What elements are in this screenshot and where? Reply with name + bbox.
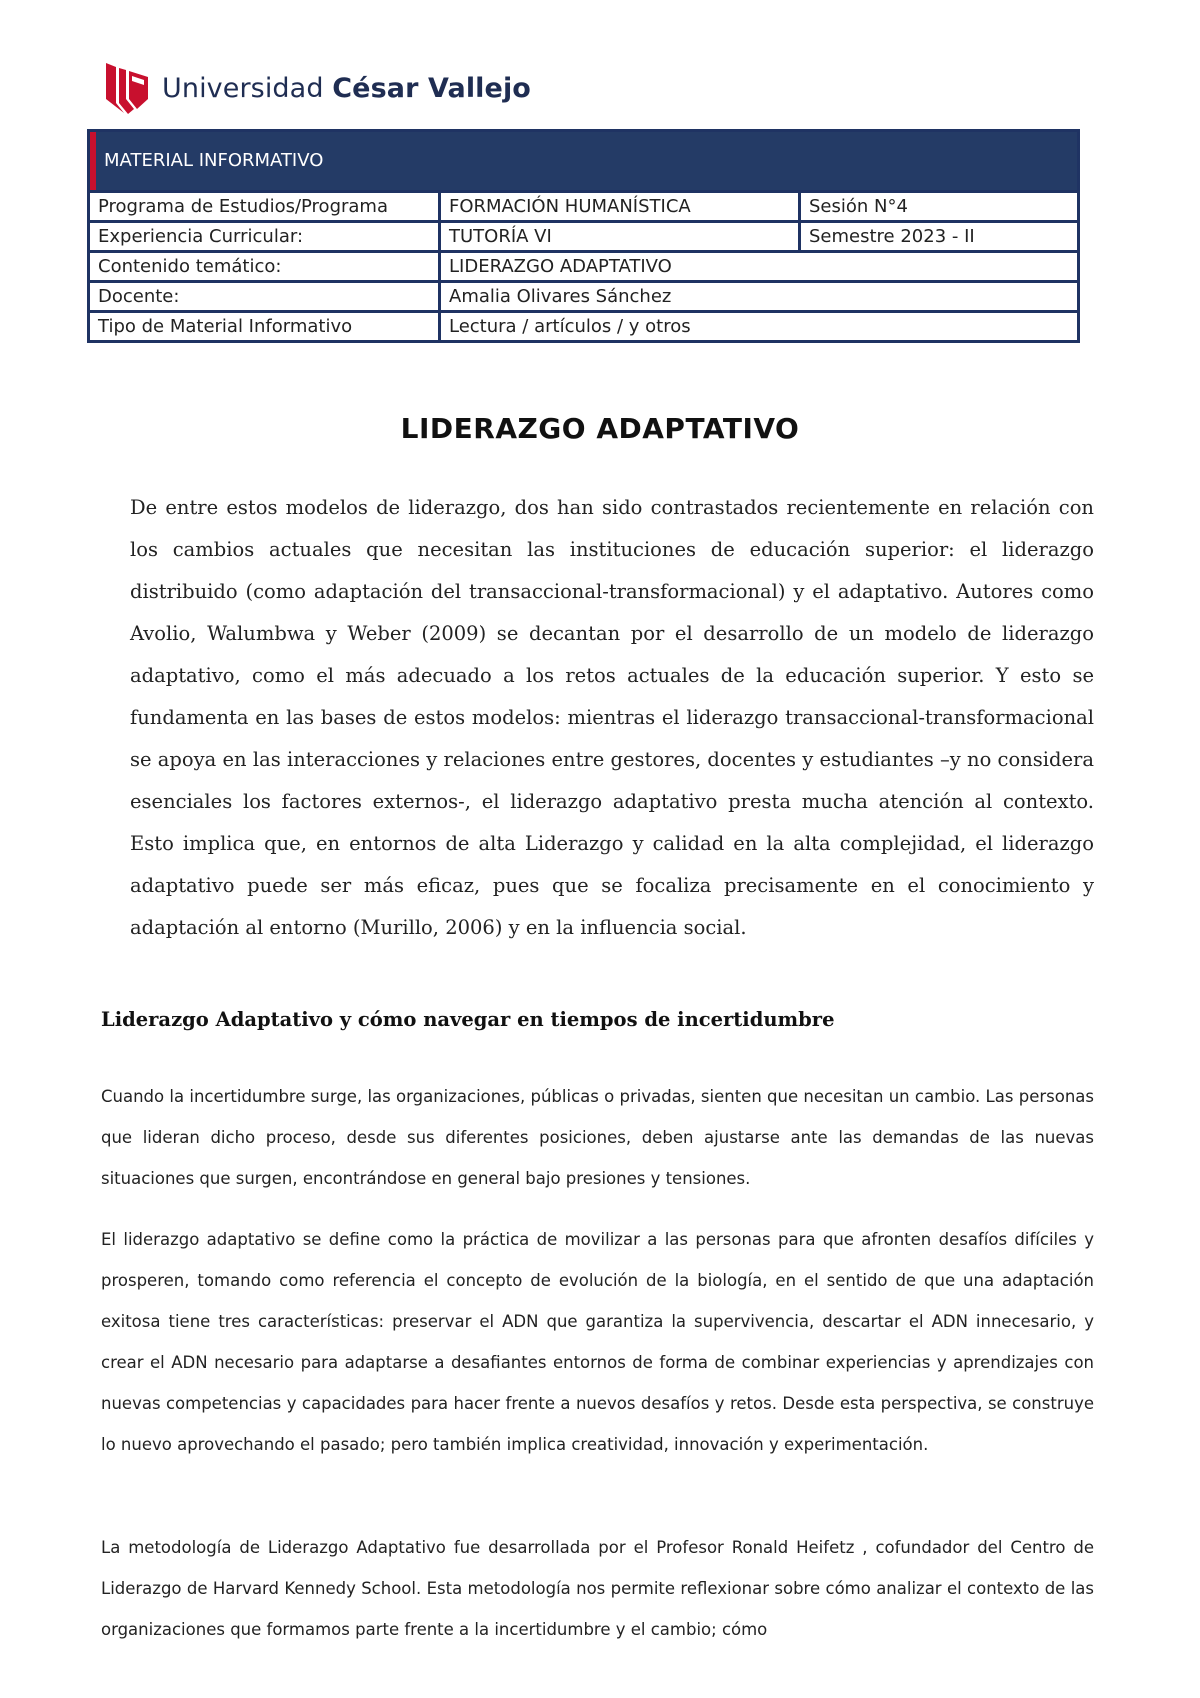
logo-wordmark — [162, 73, 531, 104]
section-heading: Liderazgo Adaptativo y cómo navegar en tiempos de incertidumbre — [101, 1008, 835, 1031]
ucv-shield-icon — [104, 59, 150, 117]
body-paragraph: Cuando la incertidumbre surge, las organizaciones, públicas o privadas, sienten que necesitan un cambio. Las personas que lideran dicho proceso, desde sus diferentes posiciones, deben ajustarse ante las demandas de las nuevas situaciones que surgen, encontrándose en general bajo presiones y tensiones. — [101, 1087, 1094, 1188]
row-label: Contenido temático: — [90, 253, 441, 280]
row-value: Lectura / artículos / y otros — [449, 316, 691, 337]
info-table — [87, 129, 1080, 343]
row-value: FORMACIÓN HUMANÍSTICA — [441, 193, 801, 220]
table-row — [90, 220, 1077, 250]
row-label: Experiencia Curricular: — [90, 223, 441, 250]
row-label: Programa de Estudios/Programa — [90, 193, 441, 220]
row-label: Tipo de Material Informativo — [90, 313, 441, 340]
info-table-header-label: MATERIAL INFORMATIVO — [104, 150, 324, 171]
row-value: LIDERAZGO ADAPTATIVO — [449, 256, 672, 277]
university-logo — [104, 58, 531, 118]
row-label: Docente: — [90, 283, 441, 310]
semester: Semestre 2023 - II — [809, 226, 975, 247]
body-paragraph: El liderazgo adaptativo se define como la práctica de movilizar a las personas para que afronten desafíos difíciles y prosperen, tomando como referencia el concepto de evolución de la biología, en el sentido de que una adaptación exitosa tiene tres características: preservar el ADN que garantiza la supervivencia, descartar el ADN innecesario, y crear el ADN necesario para adaptarse a desafiantes entornos de forma de combinar experiencias y aprendizajes con nuevas competencias y capacidades para hacer frente a nuevos desafíos y retos. Desde esta perspectiva, se construye lo nuevo aprovechando el pasado; pero también implica creatividad, innovación y experimentación. — [101, 1230, 1094, 1454]
info-table-header — [90, 132, 1077, 190]
logo-text-regular: Universidad — [162, 72, 333, 104]
document-title: LIDERAZGO ADAPTATIVO — [400, 412, 800, 445]
table-row — [90, 190, 1077, 220]
table-row — [90, 250, 1077, 280]
logo-text-bold: César Vallejo — [332, 72, 531, 104]
session-number: Sesión N°4 — [809, 196, 908, 217]
table-row — [90, 280, 1077, 310]
body-paragraph: La metodología de Liderazgo Adaptativo fue desarrollada por el Profesor Ronald Heifetz , cofundador del Centro de Liderazgo de Harvard Kennedy School. Esta metodología nos permite reflexionar sobre cómo analizar el contexto de las organizaciones que formamos parte frente a la incertidumbre y el cambio; cómo — [101, 1538, 1094, 1639]
intro-paragraph: De entre estos modelos de liderazgo, dos han sido contrastados recientemente en relación con los cambios actuales que necesitan las instituciones de educación superior: el liderazgo distribuido (como adaptación del transaccional-transformacional) y el adaptativo. Autores como Avolio, Walumbwa y Weber (2009) se decantan por el desarrollo de un modelo de liderazgo adaptativo, como el más adecuado a los retos actuales de la educación superior. Y esto se fundamenta en las bases de estos modelos: mientras el liderazgo transaccional-transformacional se apoya en las interacciones y relaciones entre gestores, docentes y estudiantes –y no considera esenciales los factores externos-, el liderazgo adaptativo presta mucha atención al contexto. Esto implica que, en entornos de alta Liderazgo y calidad en la alta complejidad, el liderazgo adaptativo puede ser más eficaz, pues que se focaliza precisamente en el conocimiento y adaptación al entorno (Murillo, 2006) y en la influencia social. — [130, 496, 1094, 939]
table-row — [90, 310, 1077, 340]
row-value: TUTORÍA VI — [441, 223, 801, 250]
row-value: Amalia Olivares Sánchez — [449, 286, 672, 307]
